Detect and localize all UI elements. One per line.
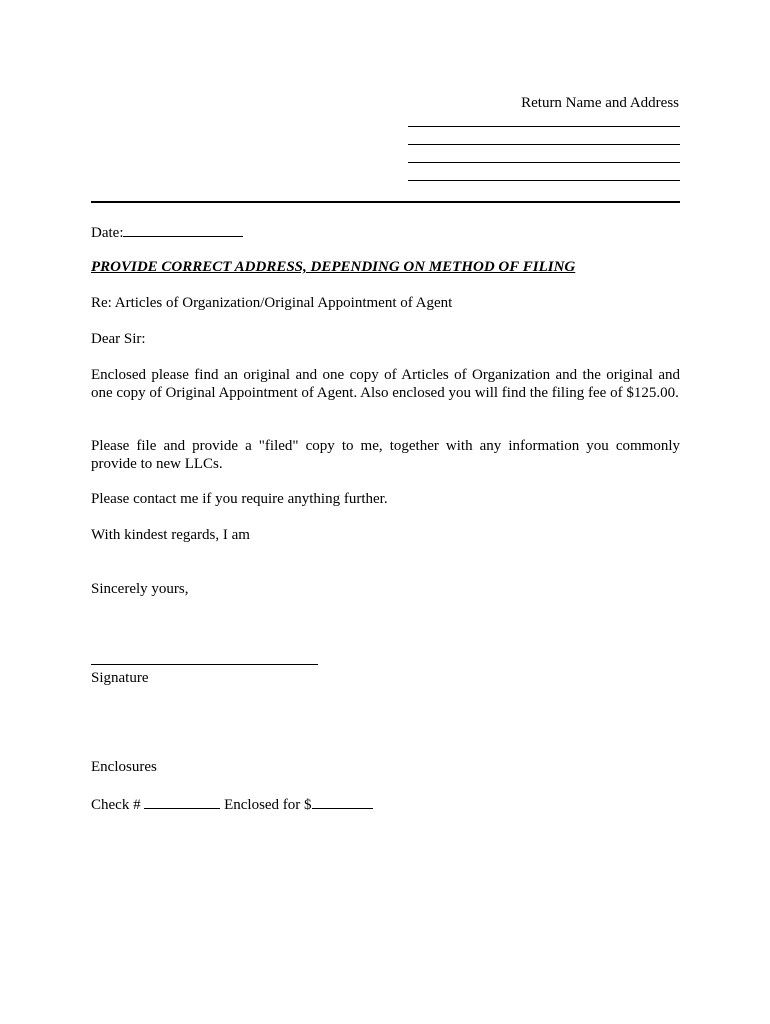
return-address-line-1[interactable] [408, 126, 680, 127]
check-number-label: Check # [91, 797, 141, 813]
return-address-line-2[interactable] [408, 144, 680, 145]
body-paragraph-contact: Please contact me if you require anything further. [91, 491, 388, 507]
enclosed-amount-blank[interactable] [312, 794, 373, 809]
body-paragraph-file-request: Please file and provide a "filed" copy to me, together with any information you commonly provide to new LLCs. [91, 438, 680, 472]
filing-method-note: PROVIDE CORRECT ADDRESS, DEPENDING ON METHOD OF FILING [91, 259, 576, 275]
signature-label: Signature [91, 670, 149, 686]
signature-line[interactable] [91, 664, 318, 665]
salutation: Dear Sir: [91, 331, 146, 347]
sign-off: Sincerely yours, [91, 581, 189, 597]
body-paragraph-enclosed: Enclosed please find an original and one copy of Articles of Organization and the original and one copy of Original Appointment of Agent. Also enclosed you will find the filing fee of $125.00. [91, 367, 680, 401]
check-number-blank[interactable] [144, 794, 220, 809]
date-row [91, 222, 680, 242]
closing-line: With kindest regards, I am [91, 527, 250, 543]
return-address-line-4[interactable] [408, 180, 680, 181]
enclosed-amount-label: Enclosed for $ [224, 797, 312, 813]
date-blank[interactable] [123, 222, 243, 237]
return-address-line-3[interactable] [408, 162, 680, 163]
date-label: Date: [91, 225, 124, 241]
return-address-label: Return Name and Address [521, 95, 679, 111]
subject-line: Re: Articles of Organization/Original Appointment of Agent [91, 295, 453, 311]
enclosures-label: Enclosures [91, 759, 157, 775]
check-row [91, 794, 680, 814]
header-divider [91, 201, 680, 203]
